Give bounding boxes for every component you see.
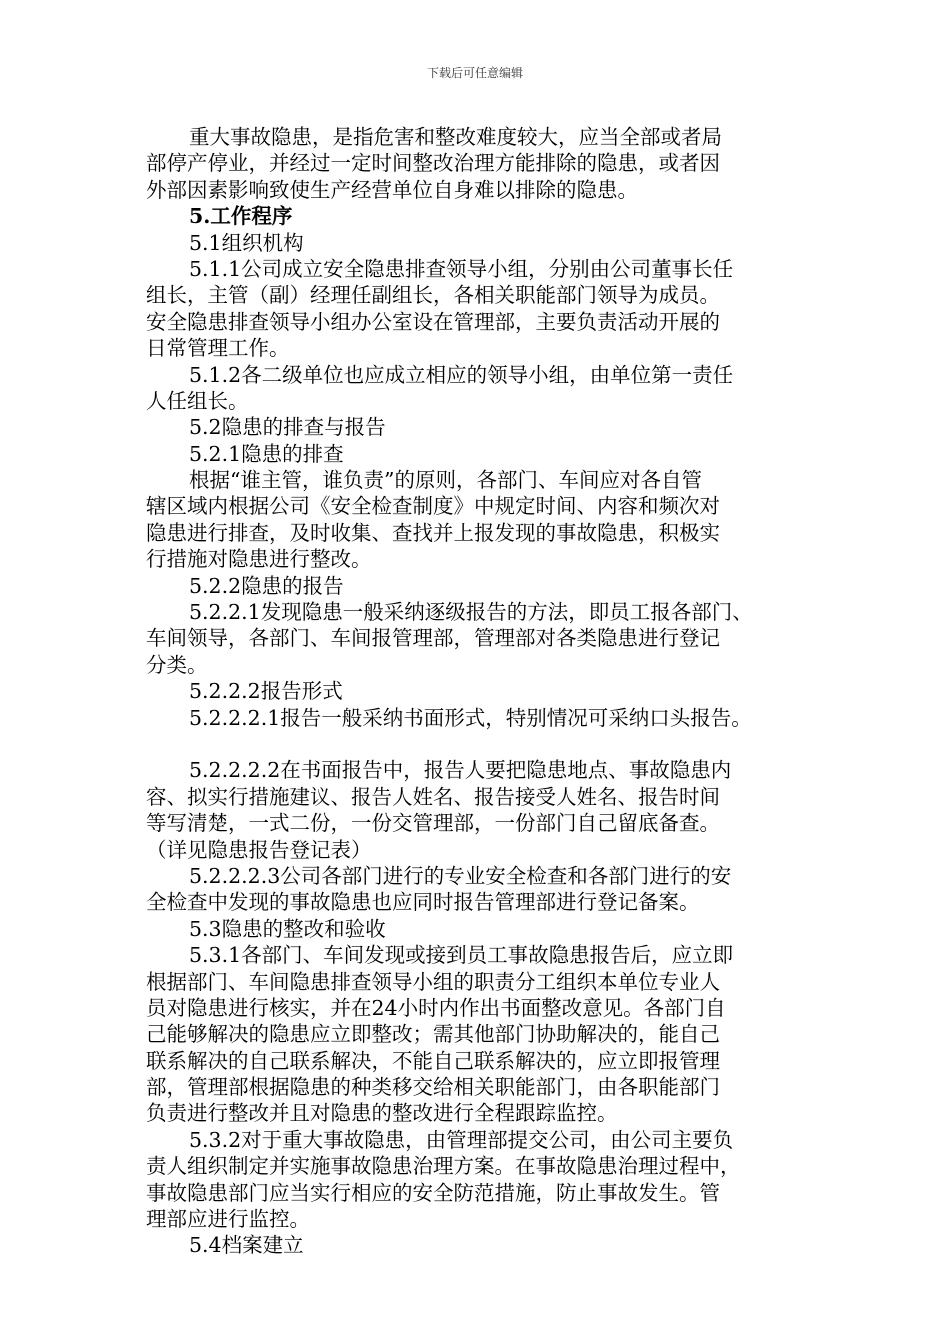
text-line: 人任组长。	[146, 388, 249, 413]
text-line: 5.3.2对于重大事故隐患，由管理部提交公司，由公司主要负	[189, 1127, 734, 1152]
text-line: 根据部门、车间隐患排查领导小组的职责分工组织本单位专业人	[146, 969, 720, 994]
text-line: 等写清楚，一式二份，一份交管理部，一份部门自己留底备查。	[146, 811, 720, 836]
text-line: 5.1.1公司成立安全隐患排查领导小组，分别由公司董事长任	[189, 256, 734, 281]
text-line: 隐患进行排查，及时收集、查找并上报发现的事故隐患，积极实	[146, 520, 720, 545]
text-line: 5.1.2各二级单位也应成立相应的领导小组，由单位第一责任	[189, 362, 734, 387]
text-line: 日常管理工作。	[146, 336, 290, 361]
text-line: 5.工作程序	[189, 204, 293, 229]
text-line: 5.2.2.2.3公司各部门进行的专业安全检查和各部门进行的安	[189, 863, 732, 888]
document-body	[146, 124, 836, 1259]
text-line: 部，管理部根据隐患的种类移交给相关职能部门，由各职能部门	[146, 1075, 720, 1100]
blank-line	[146, 731, 836, 757]
text-line: 辖区域内根据公司《安全检查制度》中规定时间、内容和频次对	[146, 494, 720, 519]
text-line: 重大事故隐患，是指危害和整改难度较大，应当全部或者局	[189, 125, 722, 149]
text-line: 5.2.2.2.2在书面报告中，报告人要把隐患地点、事故隐患内	[189, 758, 732, 783]
text-line: （详见隐患报告登记表）	[146, 837, 372, 862]
text-line: 己能够解决的隐患应立即整改；需其他部门协助解决的，能自己	[146, 1022, 720, 1047]
text-line: 5.1组织机构	[189, 230, 304, 255]
text-line: 根据“谁主管，谁负责”的原则，各部门、车间应对各自管	[189, 468, 702, 493]
page-header: 下载后可任意编辑	[426, 66, 523, 80]
text-line: 5.2.2.2.1报告一般采纳书面形式，特别情况可采纳口头报告。	[189, 705, 752, 730]
text-line: 全检查中发现的事故隐患也应同时报告管理部进行登记备案。	[146, 890, 700, 915]
text-line: 安全隐患排查领导小组办公室设在管理部，主要负责活动开展的	[146, 309, 720, 334]
text-line: 负责进行整改并且对隐患的整改进行全程跟踪监控。	[146, 1101, 618, 1126]
text-line: 行措施对隐患进行整改。	[146, 547, 372, 572]
text-line: 5.2.2.1发现隐患一般采纳逐级报告的方法，即员工报各部门、	[189, 600, 753, 625]
text-line: 容、拟实行措施建议、报告人姓名、报告接受人姓名、报告时间	[146, 784, 720, 809]
text-line: 联系解决的自己联系解决，不能自己联系解决的，应立即报管理	[146, 1048, 720, 1073]
text-line: 组长，主管（副）经理任副组长，各相关职能部门领导为成员。	[146, 283, 720, 308]
text-line: 5.2.2.2报告形式	[189, 679, 343, 704]
text-line: 责人组织制定并实施事故隐患治理方案。在事故隐患治理过程中，	[146, 1154, 741, 1179]
text-line: 5.2隐患的排查与报告	[189, 415, 386, 440]
text-line: 5.2.2隐患的报告	[189, 573, 344, 598]
text-line: 员对隐患进行核实，并在24小时内作出书面整改意见。各部门自	[146, 995, 726, 1020]
text-line: 分类。	[146, 652, 208, 677]
text-line: 理部应进行监控。	[146, 1207, 310, 1232]
text-line: 5.3隐患的整改和验收	[189, 916, 386, 941]
text-line: 外部因素影响致使生产经营单位自身难以排除的隐患。	[146, 177, 638, 202]
text-line: 部停产停业，并经过一定时间整改治理方能排除的隐患，或者因	[146, 151, 720, 176]
text-line: 5.3.1各部门、车间发现或接到员工事故隐患报告后，应立即	[189, 943, 734, 968]
text-line: 5.4档案建立	[189, 1233, 304, 1258]
text-line: 车间领导，各部门、车间报管理部，管理部对各类隐患进行登记	[146, 626, 720, 651]
text-line: 5.2.1隐患的排查	[189, 441, 344, 466]
text-line: 事故隐患部门应当实行相应的安全防范措施，防止事故发生。管	[146, 1180, 720, 1205]
